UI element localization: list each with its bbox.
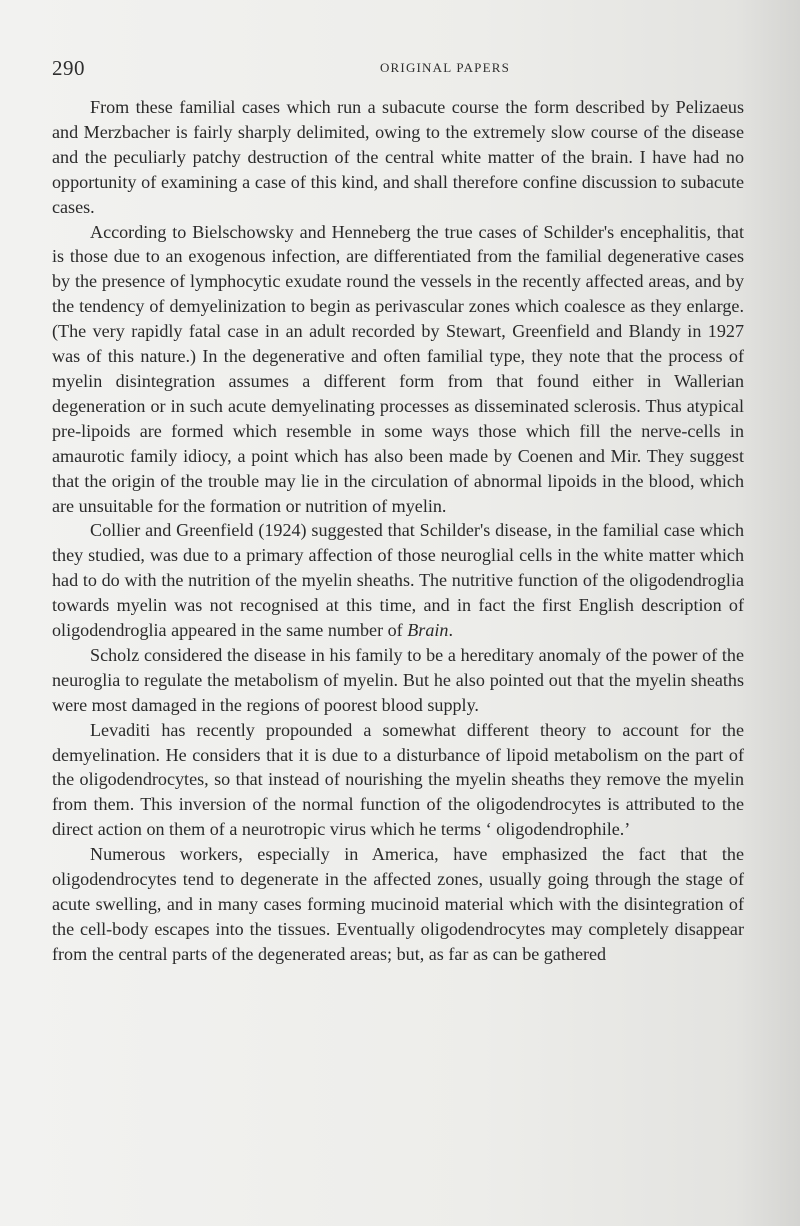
body-text (52, 95, 744, 967)
page-number: 290 (52, 56, 85, 80)
paragraph-6: Numerous workers, especially in America, have emphasized the fact that the oligodendrocytes tend to degenerate in the affected zones, usually going through the stage of acute swelling, and in many cases forming mucinoid material which with the disintegration of the cell-body escapes into the tissues. Eventually oligodendrocytes may completely disappear from the central parts of the degenerated areas; but, as far as can be gathered (52, 844, 744, 964)
paragraph-5: Levaditi has recently propounded a somewhat different theory to account for the demyelination. He considers that it is due to a disturbance of lipoid metabolism on the part of the oligodendrocytes, so that instead of nourishing the myelin sheaths they remove the myelin from them. This inversion of the normal function of the oligodendrocytes is attributed to the direct action on them of a neurotropic virus which he terms ‘ oligodendrophile.’ (52, 719, 744, 840)
paragraph-3-text: Collier and Greenfield (1924) suggested that Schilder's disease, in the familial case which they studied, was due to a primary affection of those neuroglial cells in the white matter which had to do with the nutrition of the myelin sheaths. The nutritive function of the oligodendroglia towards myelin was not recognised at this time, and in fact the first English description of oligodendroglia appeared in the same number of (52, 520, 744, 641)
paragraph-4: Scholz considered the disease in his family to be a hereditary anomaly of the power of the neuroglia to regulate the metabolism of myelin. But he also pointed out that the myelin sheaths were most damaged in the regions of poorest blood supply. (52, 644, 744, 715)
paragraph-2: According to Bielschowsky and Henneberg the true cases of Schilder's encephalitis, that is those due to an exogenous infection, are differentiated from the familial degenerative cases by the presence of lymphocytic exudate round the vessels in the recently affected areas, and by the tendency of demyelinization to begin as perivascular zones which coalesce as they enlarge. (The very rapidly fatal case in an adult recorded by Stewart, Greenfield and Blandy in 1927 was of this nature.) In the degenerative and often familial type, they note that the process of myelin disintegration assumes a different form from that found either in Wallerian degeneration or in such acute demyelinating processes as disseminated sclerosis. Thus atypical pre-lipoids are formed which resemble in some ways those which fill the nerve-cells in amaurotic family idiocy, a point which has also been made by Coenen and Mir. They suggest that the origin of the trouble may lie in the circulation of abnormal lipoids in the blood, which are unsuitable for the formation or nutrition of myelin. (52, 221, 744, 516)
paragraph-3-end: . (448, 620, 453, 641)
journal-title-brain: Brain (407, 620, 449, 641)
paragraph-3 (52, 518, 744, 643)
paragraph-1: From these familial cases which run a subacute course the form described by Pelizaeus and Merzbacher is fairly sharply delimited, owing to the extremely slow course of the disease and the peculiarly patchy destruction of the central white matter of the brain. I have had no opportunity of examining a case of this kind, and shall therefore confine discussion to subacute cases. (52, 97, 744, 217)
page-header (52, 56, 742, 80)
running-head: ORIGINAL PAPERS (379, 60, 511, 75)
